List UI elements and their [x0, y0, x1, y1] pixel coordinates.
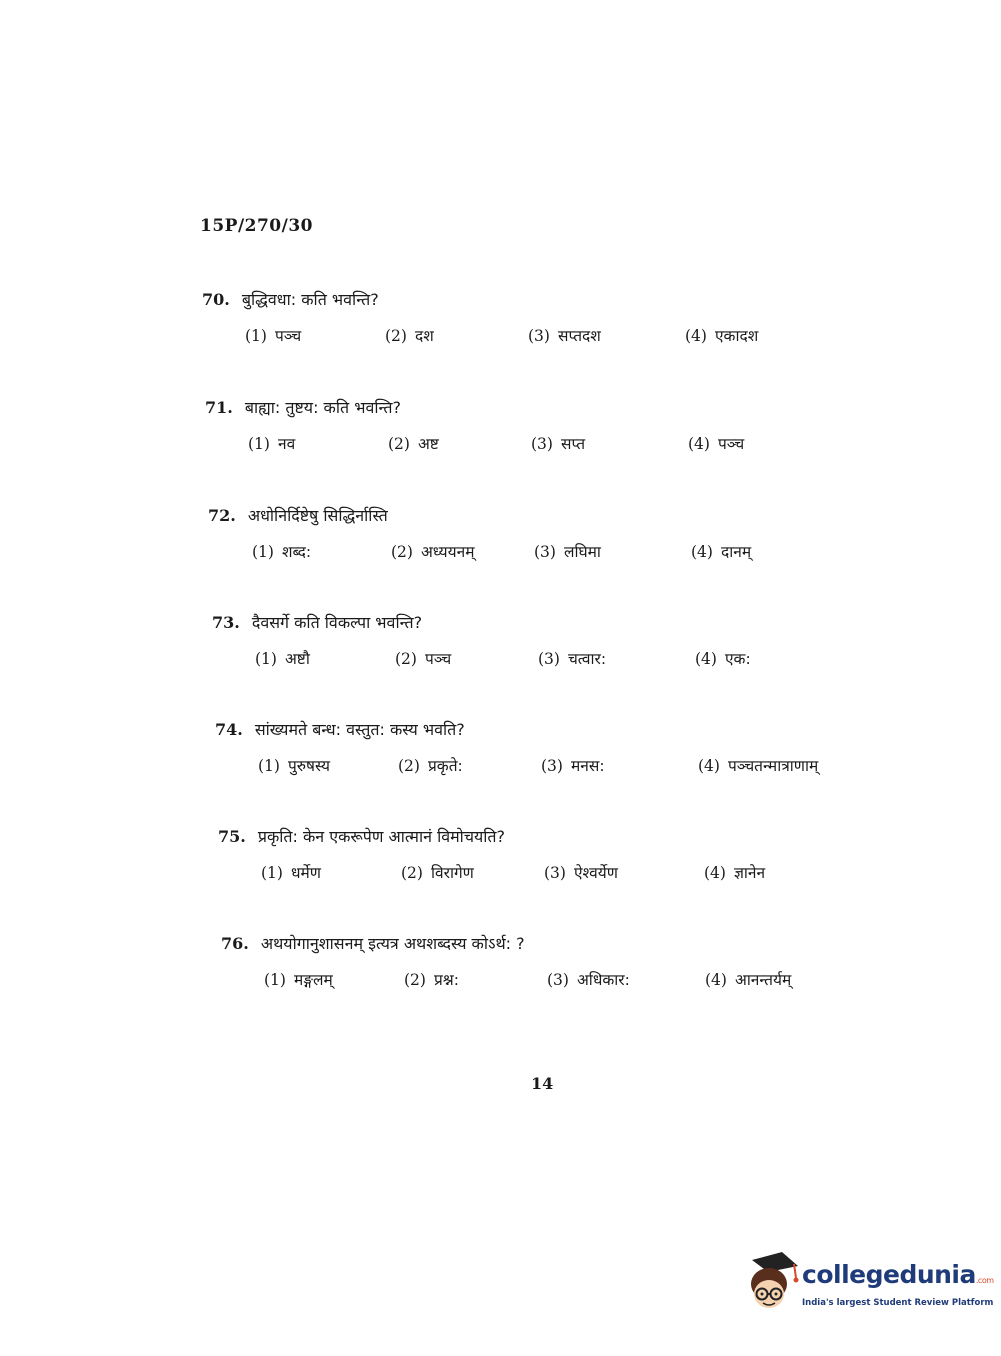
question-text: अधोनिर्दिष्टेषु सिद्धिर्नास्ति: [247, 506, 388, 525]
option-4: (4) ज्ञानेन: [704, 864, 766, 882]
question-text: प्रकृति: केन एकरूपेण आत्मानं विमोचयति?: [257, 827, 506, 846]
question-76: [221, 932, 861, 994]
option-1: (1) नव: [248, 435, 296, 453]
question-74: [215, 718, 855, 780]
page-number: 14: [531, 1074, 554, 1093]
option-3: (3) मनस:: [541, 757, 605, 775]
option-2: (2) पञ्च: [395, 650, 452, 668]
question-71: [205, 396, 845, 458]
option-3: (3) अधिकार:: [547, 971, 630, 989]
option-3: (3) ऐश्वर्येण: [544, 864, 618, 882]
options-row: [212, 647, 852, 673]
question-72: [208, 504, 848, 566]
question-line: [218, 825, 858, 847]
options-row: [205, 432, 845, 458]
options-row: [215, 754, 855, 780]
option-2: (2) प्रश्न:: [404, 971, 459, 989]
options-row: [208, 540, 848, 566]
option-2: (2) विरागेण: [401, 864, 474, 882]
option-2: (2) अध्ययनम्: [391, 543, 475, 561]
question-text: बुद्धिवधा: कति भवन्ति?: [241, 290, 379, 309]
question-73: [212, 611, 852, 673]
question-line: [208, 504, 848, 526]
option-1: (1) धर्मेण: [261, 864, 321, 882]
question-number: 70.: [202, 290, 230, 309]
question-text: सांख्यमते बन्ध: वस्तुत: कस्य भवति?: [254, 720, 465, 739]
option-4: (4) एकादश: [685, 327, 759, 345]
option-3: (3) लघिमा: [534, 543, 601, 561]
option-1: (1) पुरुषस्य: [258, 757, 331, 775]
options-row: [202, 324, 842, 350]
option-3: (3) सप्तदश: [528, 327, 601, 345]
question-line: [212, 611, 852, 633]
option-3: (3) सप्त: [531, 435, 586, 453]
brand-tagline: India's largest Student Review Platform: [802, 1298, 994, 1308]
option-4: (4) पञ्चतन्मात्राणाम्: [698, 757, 819, 775]
options-row: [221, 968, 861, 994]
option-1: (1) पञ्च: [245, 327, 302, 345]
question-number: 75.: [218, 827, 246, 846]
brand-dotcom: .com: [975, 1276, 994, 1285]
question-text: अथयोगानुशासनम् इत्यत्र अथशब्दस्य कोऽर्थ: ?: [260, 934, 525, 953]
collegedunia-watermark: [742, 1250, 994, 1320]
question-number: 74.: [215, 720, 243, 739]
question-70: [202, 288, 842, 350]
option-4: (4) पञ्च: [688, 435, 745, 453]
option-4: (4) दानम्: [691, 543, 752, 561]
brand-name: collegedunia.com: [802, 1260, 994, 1289]
question-line: [221, 932, 861, 954]
question-75: [218, 825, 858, 887]
option-4: (4) आनन्तर्यम्: [705, 971, 792, 989]
option-2: (2) प्रकृते:: [398, 757, 463, 775]
question-number: 73.: [212, 613, 240, 632]
question-number: 71.: [205, 398, 233, 417]
option-2: (2) दश: [385, 327, 434, 345]
question-number: 76.: [221, 934, 249, 953]
option-3: (3) चत्वार:: [538, 650, 607, 668]
option-4: (4) एक:: [695, 650, 751, 668]
paper-code: 15P/270/30: [200, 216, 314, 236]
mascot-logo-icon: [742, 1250, 800, 1316]
question-text: बाह्या: तुष्टय: कति भवन्ति?: [244, 398, 402, 417]
question-line: [215, 718, 855, 740]
question-line: [205, 396, 845, 418]
option-1: (1) शब्द:: [252, 543, 312, 561]
question-text: दैवसर्गे कति विकल्पा भवन्ति?: [251, 613, 423, 632]
option-1: (1) मङ्गलम्: [264, 971, 333, 989]
options-row: [218, 861, 858, 887]
option-2: (2) अष्ट: [388, 435, 439, 453]
question-number: 72.: [208, 506, 236, 525]
option-1: (1) अष्टौ: [255, 650, 310, 668]
question-line: [202, 288, 842, 310]
